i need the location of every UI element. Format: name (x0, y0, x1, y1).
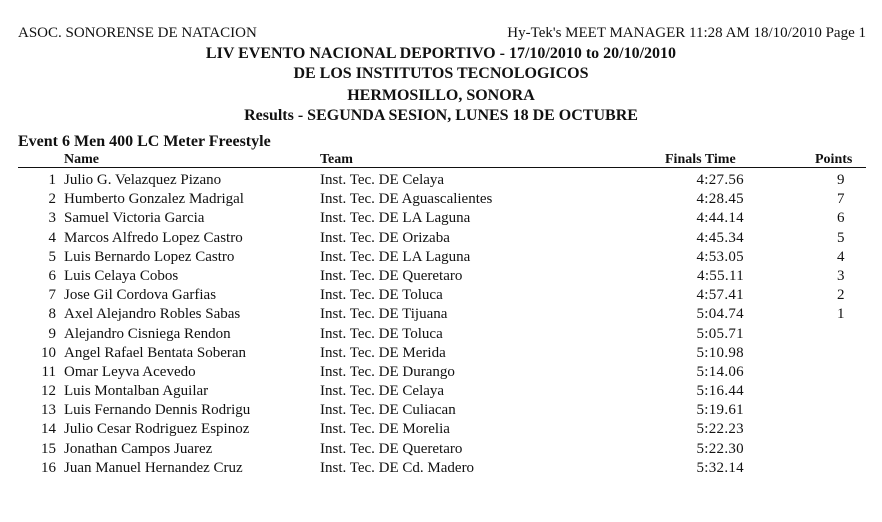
swimmer-name: Juan Manuel Hernandez Cruz (64, 459, 243, 476)
team-name: Inst. Tec. DE Aguascalientes (320, 191, 493, 208)
swimmer-name: Marcos Alfredo Lopez Castro (64, 229, 243, 246)
result-row (0, 268, 882, 287)
result-row (0, 172, 882, 191)
organization-name: ASOC. SONORENSE DE NATACION (18, 25, 257, 41)
result-row (0, 210, 882, 229)
event-title: Event 6 Men 400 LC Meter Freestyle (18, 133, 271, 150)
finals-time: 4:27.56 (696, 172, 744, 188)
team-name: Inst. Tec. DE Toluca (320, 325, 443, 342)
result-rank: 4 (48, 229, 56, 246)
points-value: 5 (837, 229, 845, 246)
points-value: 1 (837, 306, 845, 323)
swimmer-name: Luis Fernando Dennis Rodrigu (64, 402, 251, 419)
result-row (0, 287, 882, 306)
result-rank: 1 (48, 172, 56, 188)
swimmer-name: Julio Cesar Rodriguez Espinoz (64, 421, 250, 438)
swimmer-name: Julio G. Velazquez Pizano (64, 172, 222, 188)
result-rank: 12 (41, 383, 56, 400)
result-rank: 2 (48, 191, 56, 208)
finals-time: 5:04.74 (696, 306, 744, 323)
result-row (0, 326, 882, 345)
header-divider (18, 167, 866, 168)
column-header-finals-time: Finals Time (665, 152, 736, 167)
result-row (0, 191, 882, 210)
swimmer-name: Luis Montalban Aguilar (64, 383, 209, 400)
swimmer-name: Samuel Victoria Garcia (64, 210, 205, 227)
results-table (0, 172, 882, 479)
swimmer-name: Humberto Gonzalez Madrigal (64, 191, 244, 208)
team-name: Inst. Tec. DE Cd. Madero (320, 459, 475, 476)
team-name: Inst. Tec. DE Queretaro (320, 267, 463, 284)
team-name: Inst. Tec. DE Celaya (320, 172, 445, 188)
swimmer-name: Luis Celaya Cobos (64, 267, 179, 284)
team-name: Inst. Tec. DE Merida (320, 344, 446, 361)
team-name: Inst. Tec. DE LA Laguna (320, 248, 471, 265)
team-name: Inst. Tec. DE LA Laguna (320, 210, 471, 227)
points-value: 9 (837, 172, 845, 188)
team-name: Inst. Tec. DE Orizaba (320, 229, 450, 246)
finals-time: 4:57.41 (696, 287, 744, 304)
finals-time: 5:05.71 (696, 325, 744, 342)
swimmer-name: Omar Leyva Acevedo (64, 363, 196, 380)
result-rank: 9 (48, 325, 56, 342)
finals-time: 5:14.06 (696, 363, 744, 380)
finals-time: 4:44.14 (696, 210, 744, 227)
result-rank: 8 (48, 306, 56, 323)
column-header-team: Team (320, 152, 353, 167)
column-header-points: Points (815, 152, 853, 167)
session-title: Results - SEGUNDA SESION, LUNES 18 DE OCTUBRE (244, 107, 638, 124)
team-name: Inst. Tec. DE Queretaro (320, 440, 463, 457)
result-row (0, 460, 882, 479)
team-name: Inst. Tec. DE Celaya (320, 383, 445, 400)
result-rank: 10 (41, 344, 56, 361)
software-timestamp-line: Hy-Tek's MEET MANAGER 11:28 AM 18/10/2010 Page 1 (507, 25, 866, 41)
swimmer-name: Jose Gil Cordova Garfias (64, 287, 217, 304)
finals-time: 5:19.61 (696, 402, 744, 419)
finals-time: 5:16.44 (696, 383, 744, 400)
finals-time: 5:22.30 (696, 440, 744, 457)
points-value: 3 (837, 267, 845, 284)
meet-subtitle: DE LOS INSTITUTOS TECNOLOGICOS (293, 65, 589, 82)
result-rank: 14 (41, 421, 56, 438)
result-row (0, 249, 882, 268)
points-value: 2 (837, 287, 845, 304)
result-row (0, 306, 882, 325)
result-row (0, 421, 882, 440)
team-name: Inst. Tec. DE Morelia (320, 421, 450, 438)
result-row (0, 345, 882, 364)
result-rank: 16 (41, 459, 56, 476)
result-row (0, 364, 882, 383)
result-row (0, 383, 882, 402)
result-rank: 5 (48, 248, 56, 265)
result-rank: 15 (41, 440, 56, 457)
swimmer-name: Axel Alejandro Robles Sabas (64, 306, 241, 323)
points-value: 7 (837, 191, 845, 208)
swimmer-name: Jonathan Campos Juarez (64, 440, 213, 457)
finals-time: 5:10.98 (696, 344, 744, 361)
finals-time: 4:45.34 (696, 229, 744, 246)
finals-time: 5:22.23 (696, 421, 744, 438)
swimmer-name: Luis Bernardo Lopez Castro (64, 248, 235, 265)
finals-time: 5:32.14 (696, 459, 744, 476)
team-name: Inst. Tec. DE Durango (320, 363, 455, 380)
result-rank: 7 (48, 287, 56, 304)
swimmer-name: Alejandro Cisniega Rendon (64, 325, 231, 342)
team-name: Inst. Tec. DE Toluca (320, 287, 443, 304)
result-rank: 13 (41, 402, 56, 419)
result-row (0, 441, 882, 460)
result-row (0, 402, 882, 421)
meet-location: HERMOSILLO, SONORA (347, 87, 535, 104)
team-name: Inst. Tec. DE Culiacan (320, 402, 456, 419)
finals-time: 4:28.45 (696, 191, 744, 208)
result-rank: 3 (48, 210, 56, 227)
finals-time: 4:53.05 (696, 248, 744, 265)
points-value: 4 (837, 248, 845, 265)
result-rank: 11 (41, 363, 56, 380)
finals-time: 4:55.11 (697, 267, 744, 284)
points-value: 6 (837, 210, 845, 227)
swimmer-name: Angel Rafael Bentata Soberan (64, 344, 247, 361)
result-rank: 6 (48, 267, 56, 284)
column-header-name: Name (64, 152, 99, 167)
result-row (0, 230, 882, 249)
team-name: Inst. Tec. DE Tijuana (320, 306, 448, 323)
meet-title: LIV EVENTO NACIONAL DEPORTIVO - 17/10/2010 to 20/10/2010 (205, 45, 677, 62)
